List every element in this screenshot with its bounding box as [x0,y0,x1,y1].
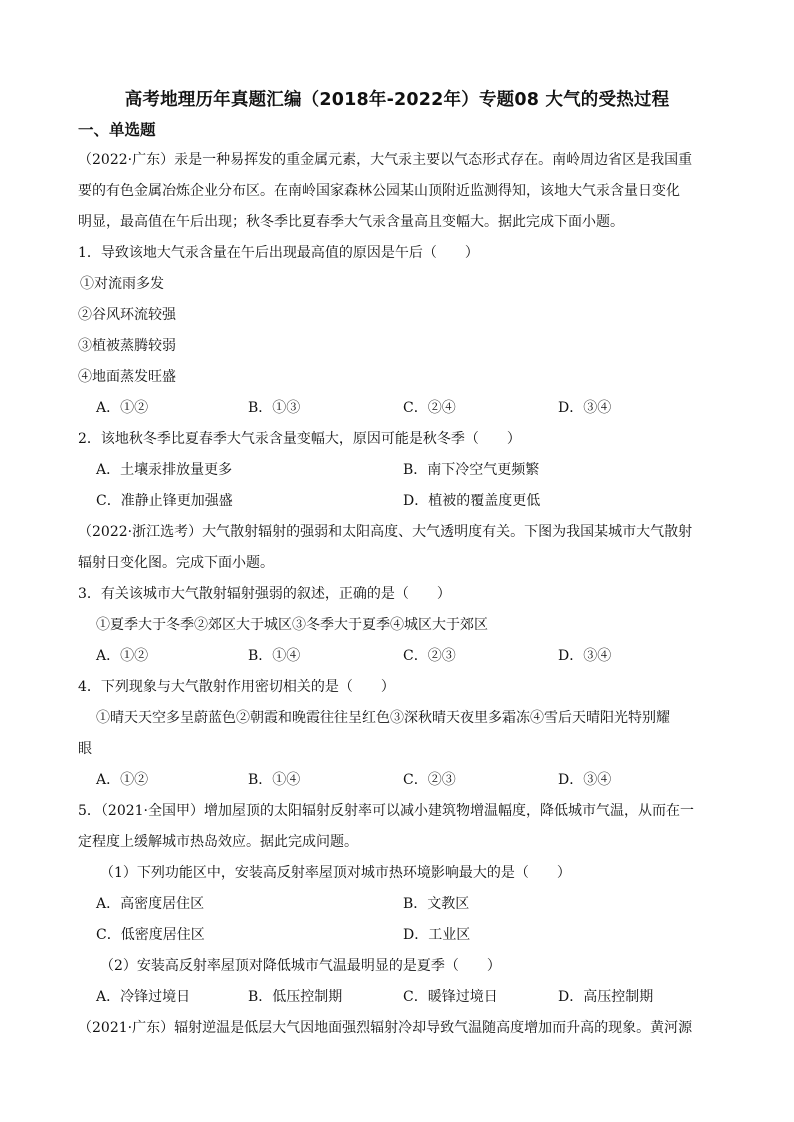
q5s1-option-b[interactable]: B．文教区 [403,896,470,912]
q5s1-options-row-1 [96,894,736,914]
q1-item-4: ④地面蒸发旺盛 [78,369,176,385]
q5s1-option-a[interactable]: A．高密度居住区 [96,896,205,912]
q4-options [96,770,736,790]
q4-items-line-1: ①晴天天空多呈蔚蓝色②朝霞和晚霞往往呈红色③深秋晴天夜里多霜冻④雪后天晴阳光特别耀 [96,710,670,726]
q1-options [96,398,736,418]
q2-option-d[interactable]: D．植被的覆盖度更低 [403,493,541,509]
q3-items: ①夏季大于冬季②郊区大于城区③冬季大于夏季④城区大于郊区 [96,617,488,633]
q4-option-b[interactable]: B．①④ [248,772,301,788]
passage-1-line-3: 明显，最高值在午后出现；秋冬季比夏春季大气汞含量高且变幅大。据此完成下面小题。 [78,214,624,230]
q2-option-a[interactable]: A．土壤汞排放量更多 [96,462,233,478]
q1-option-d[interactable]: D．③④ [558,400,612,416]
q1-option-b[interactable]: B．①③ [248,400,301,416]
question-4: 4．下列现象与大气散射作用密切相关的是（ ） [78,679,395,695]
q3-option-c[interactable]: C．②③ [403,648,456,664]
question-5-line-2: 定程度上缓解城市热岛效应。据此完成问题。 [78,834,358,850]
q4-option-c[interactable]: C．②③ [403,772,456,788]
q3-option-b[interactable]: B．①④ [248,648,301,664]
q5s2-option-c[interactable]: C．暖锋过境日 [403,989,498,1005]
passage-2-line-2: 辐射日变化图。完成下面小题。 [78,555,274,571]
q3-option-d[interactable]: D．③④ [558,648,612,664]
passage-1-line-1 [78,150,718,170]
question-5-sub-1: （1）下列功能区中，安装高反射率屋顶对城市热环境影响最大的是（ ） [100,865,571,881]
q1-item-3: ③植被蒸腾较弱 [78,338,176,354]
q5s1-options-row-2 [96,925,736,945]
passage-1-line-2: 要的有色金属冶炼企业分布区。在南岭国家森林公园某山顶附近监测得知，该地大气汞含量日变化 [78,183,680,199]
q5s2-option-a[interactable]: A．冷锋过境日 [96,989,191,1005]
q5s2-option-d[interactable]: D．高压控制期 [558,989,654,1005]
section-heading: 一、单选题 [78,121,156,139]
passage-3-line-1: （2021·广东）辐射逆温是低层大气因地面强烈辐射冷却导致气温随高度增加而升高的现象。黄河源 [78,1020,693,1036]
q2-option-c[interactable]: C．准静止锋更加强盛 [96,493,233,509]
question-1: 1．导致该地大气汞含量在午后出现最高值的原因是午后（ ） [78,245,479,261]
q5s2-options [96,987,736,1007]
question-5-sub-2: （2）安装高反射率屋顶对降低城市气温最明显的是夏季（ ） [100,958,501,974]
q5s1-option-c[interactable]: C．低密度居住区 [96,927,205,943]
page-title: 高考地理历年真题汇编（2018年-2022年）专题08 大气的受热过程 [124,90,670,110]
q2-options-row-1 [96,460,736,480]
passage-2-line-1: （2022·浙江选考）大气散射辐射的强弱和太阳高度、大气透明度有关。下图为我国某城市大气散射 [78,524,693,540]
q5s2-option-b[interactable]: B．低压控制期 [248,989,343,1005]
question-5-line-1: 5．（2021·全国甲）增加屋顶的太阳辐射反射率可以减小建筑物增温幅度，降低城市气温，从而在一 [78,803,694,819]
q1-option-a[interactable]: A．①② [96,400,149,416]
q4-option-a[interactable]: A．①② [96,772,149,788]
q3-options [96,646,736,666]
q4-items-line-2: 眼 [78,741,92,757]
q5s1-option-d[interactable]: D．工业区 [403,927,471,943]
source-tag: （2022·广东）汞是一种易挥发的重金属元素，大气汞主要以气态形式存在。南岭周边省区是我国重 [78,152,693,168]
q3-option-a[interactable]: A．①② [96,648,149,664]
q1-option-c[interactable]: C．②④ [403,400,456,416]
q4-option-d[interactable]: D．③④ [558,772,612,788]
question-2: 2．该地秋冬季比夏春季大气汞含量变幅大，原因可能是秋冬季（ ） [78,431,521,447]
q2-option-b[interactable]: B．南下冷空气更频繁 [403,462,540,478]
q2-options-row-2 [96,491,736,511]
q1-item-1: ①对流雨多发 [80,276,164,292]
q1-item-2: ②谷风环流较强 [78,307,176,323]
question-3: 3．有关该城市大气散射辐射强弱的叙述，正确的是（ ） [78,586,451,602]
